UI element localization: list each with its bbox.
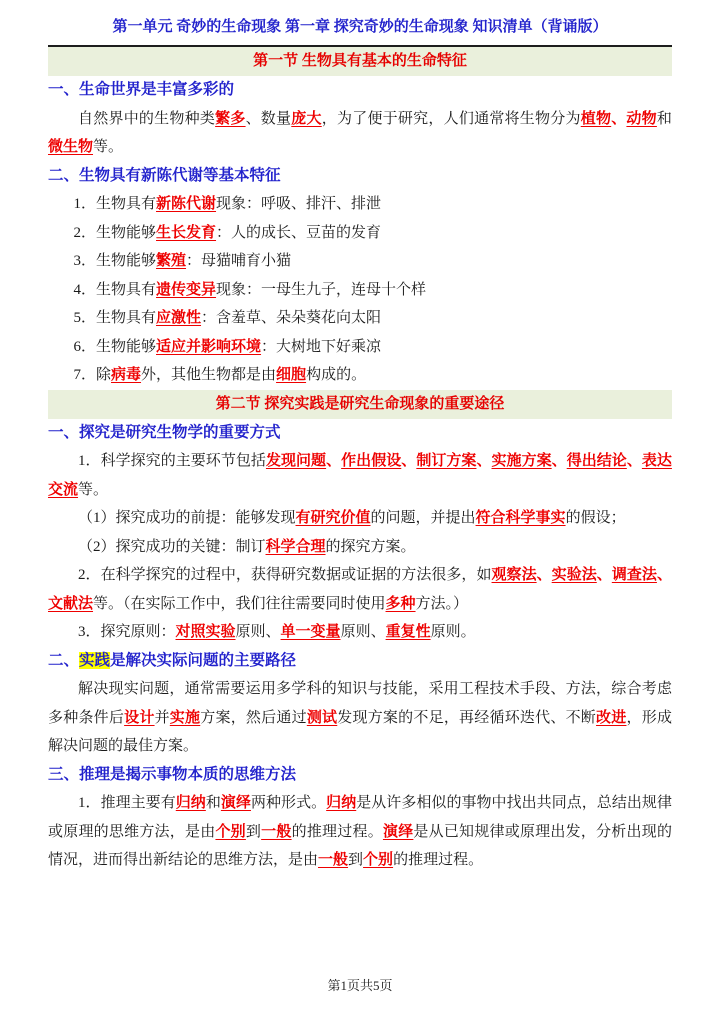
emphasis-term: 文献法 (48, 595, 94, 612)
document-body (48, 45, 672, 875)
text-run: ：人的成长、豆苗的发育 (216, 224, 382, 241)
red-separator: 、 (326, 453, 342, 469)
paragraph (48, 789, 672, 875)
text-run: 原则、 (235, 624, 281, 640)
text-run: ：含羞草、朵朵葵花向太阳 (201, 310, 382, 326)
section-heading (48, 647, 672, 676)
text-run: （1）探究成功的前提：能够发现 (78, 510, 296, 526)
red-separator: 、 (476, 453, 492, 469)
text-run: ，形成解决问题的最佳方案。 (48, 709, 672, 754)
text-run: 并 (154, 709, 170, 726)
red-separator: 、 (611, 110, 627, 127)
emphasis-term: 作出假设 (341, 453, 402, 469)
text-run: 和 (205, 795, 221, 811)
paragraph (48, 618, 672, 647)
emphasis-term: 细胞 (276, 367, 307, 383)
emphasis-term: 实施 (169, 709, 201, 726)
text-run: 是解决实际问题的主要路径 (110, 651, 297, 669)
emphasis-term: 科学合理 (265, 538, 326, 555)
emphasis-term: 重复性 (385, 624, 431, 640)
emphasis-term: 动物 (626, 110, 657, 127)
emphasis-term: 实施方案 (491, 453, 552, 469)
text-run: 一、探究是研究生物学的重要方式 (48, 423, 281, 441)
text-run: 等。 (93, 139, 124, 155)
list-item (48, 247, 672, 276)
emphasis-term: 演绎 (220, 795, 251, 811)
emphasis-term: 微生物 (48, 139, 94, 155)
emphasis-term: 表达交流 (48, 453, 672, 498)
emphasis-term: 得出结论 (566, 453, 627, 469)
red-separator: 、 (401, 453, 417, 469)
text-run: 2．在科学探究的过程中，获得研究数据或证据的方法很多，如 (78, 567, 492, 583)
text-run: 的推理过程。 (291, 823, 383, 840)
list-item (48, 276, 672, 305)
section-heading (48, 761, 672, 790)
text-run: 6．生物能够 (73, 338, 157, 355)
text-run: 第一节 生物具有基本的生命特征 (253, 53, 467, 69)
text-run: 第二节 探究实践是研究生命现象的重要途径 (215, 395, 505, 412)
emphasis-term: 制订方案 (416, 453, 477, 469)
red-separator: 、 (551, 453, 567, 469)
text-run: 是从已知规律或原理出发，分析出现的情况，进而得出新结论的思维方法，是由 (48, 823, 672, 868)
text-run: 的问题，并提出 (370, 510, 476, 526)
text-run: （2）探究成功的关键：制订 (78, 538, 266, 555)
emphasis-term: 多种 (385, 595, 416, 612)
emphasis-term: 植物 (580, 110, 612, 127)
text-run: 自然界中的生物种类 (78, 110, 216, 127)
text-run: 一、生命世界是丰富多彩的 (48, 81, 235, 98)
section-heading (48, 162, 672, 191)
text-run: 等。 (78, 481, 109, 498)
text-run: 外，其他生物都是由 (141, 367, 277, 383)
text-run: 、数量 (245, 110, 292, 127)
text-run: ，为了便于研究，人们通常将生物分为 (321, 110, 581, 127)
emphasis-term: 归纳 (326, 795, 357, 811)
text-run: ：母猫哺育小猫 (186, 253, 292, 269)
text-run: 3．生物能够 (73, 253, 157, 269)
emphasis-term: 符合科学事实 (475, 510, 566, 526)
text-run: 方法。） (415, 595, 469, 612)
paragraph (48, 561, 672, 618)
section-heading (48, 419, 672, 448)
section-header (48, 45, 672, 76)
emphasis-term: 有研究价值 (295, 510, 371, 526)
emphasis-term: 改进 (596, 709, 627, 726)
emphasis-term: 调查法 (611, 567, 657, 583)
text-run: 4．生物具有 (73, 281, 157, 298)
emphasis-term: 一般 (318, 852, 349, 868)
text-run: 是从许多相似的事物中找出共同点，总结出规律或原理的思维方法，是由 (48, 795, 672, 840)
emphasis-term: 个别 (215, 823, 246, 840)
text-run: 3．探究原则： (78, 624, 176, 640)
list-item (48, 304, 672, 333)
emphasis-term: 单一变量 (280, 624, 341, 640)
text-run: 方案，然后通过 (200, 709, 307, 726)
text-run: 现象：呼吸、排汗、排泄 (216, 196, 382, 212)
emphasis-term: 归纳 (175, 795, 206, 811)
text-run: 的假设； (565, 510, 626, 526)
text-run: 现象：一母生九子，连母十个样 (216, 281, 427, 298)
text-run: 1．生物具有 (73, 196, 157, 212)
paragraph (48, 105, 672, 162)
text-run: 两种形式。 (250, 795, 327, 811)
emphasis-term: 繁多 (215, 110, 246, 127)
emphasis-term: 繁殖 (156, 253, 187, 269)
emphasis-term: 庞大 (291, 110, 322, 127)
text-run: 到 (348, 852, 364, 868)
paragraph (48, 533, 672, 562)
list-item (48, 190, 672, 219)
emphasis-term: 生长发育 (156, 224, 217, 241)
text-run: 解决现实问题，通常需要运用多学科的知识与技能，采用工程技术手段、方法，综合考虑多种条件后 (48, 681, 672, 726)
emphasis-term: 实验法 (551, 567, 597, 583)
text-run: 1．推理主要有 (78, 795, 176, 811)
text-run: 和 (656, 110, 672, 127)
list-item (48, 361, 672, 390)
emphasis-term: 一般 (261, 823, 292, 840)
page-number-footer: 第1页共5页 (327, 978, 393, 993)
emphasis-term: 病毒 (111, 367, 142, 383)
list-item (48, 333, 672, 362)
text-run: 构成的。 (306, 367, 367, 383)
emphasis-term: 设计 (124, 709, 155, 726)
emphasis-term: 对照实验 (175, 624, 236, 640)
red-separator: 、 (656, 567, 672, 583)
paragraph (48, 504, 672, 533)
emphasis-term: 测试 (306, 709, 338, 726)
text-run: 三、推理是揭示事物本质的思维方法 (48, 765, 297, 783)
list-item (48, 219, 672, 248)
text-run: 1．科学探究的主要环节包括 (78, 453, 266, 469)
paragraph (48, 675, 672, 761)
text-run: 的推理过程。 (393, 852, 484, 868)
section-header (48, 390, 672, 419)
emphasis-term: 发现问题 (265, 453, 327, 469)
emphasis-term: 应激性 (156, 310, 202, 326)
red-separator: 、 (626, 453, 642, 469)
text-run: 等。（在实际工作中，我们往往需要同时使用 (93, 595, 386, 612)
document-title: 第一单元 奇妙的生命现象 第一章 探究奇妙的生命现象 知识清单（背诵版） (112, 19, 608, 35)
text-run: 5．生物具有 (73, 310, 157, 326)
text-run: 二、 (48, 651, 80, 669)
paragraph (48, 447, 672, 504)
text-run: 的探究方案。 (325, 538, 416, 555)
emphasis-term: 适应并影响环境 (156, 338, 262, 355)
text-run: 原则、 (340, 624, 386, 640)
emphasis-term: 遗传变异 (156, 281, 217, 298)
text-run: ：大树地下好乘凉 (261, 338, 382, 355)
text-run: 发现方案的不足，再经循环迭代、不断 (337, 709, 597, 726)
red-separator: 、 (596, 567, 612, 583)
text-run: 2．生物能够 (73, 224, 157, 241)
text-run: 原则。 (430, 624, 476, 640)
text-run: 二、生物具有新陈代谢等基本特征 (48, 166, 281, 184)
emphasis-term: 个别 (363, 852, 394, 868)
section-heading (48, 76, 672, 105)
emphasis-term: 观察法 (491, 567, 537, 583)
text-run: 7．除 (73, 367, 112, 383)
red-separator: 、 (536, 567, 552, 583)
text-run: 到 (245, 823, 262, 840)
highlighted-term: 实践 (79, 651, 111, 669)
emphasis-term: 演绎 (382, 823, 414, 840)
emphasis-term: 新陈代谢 (156, 196, 217, 212)
